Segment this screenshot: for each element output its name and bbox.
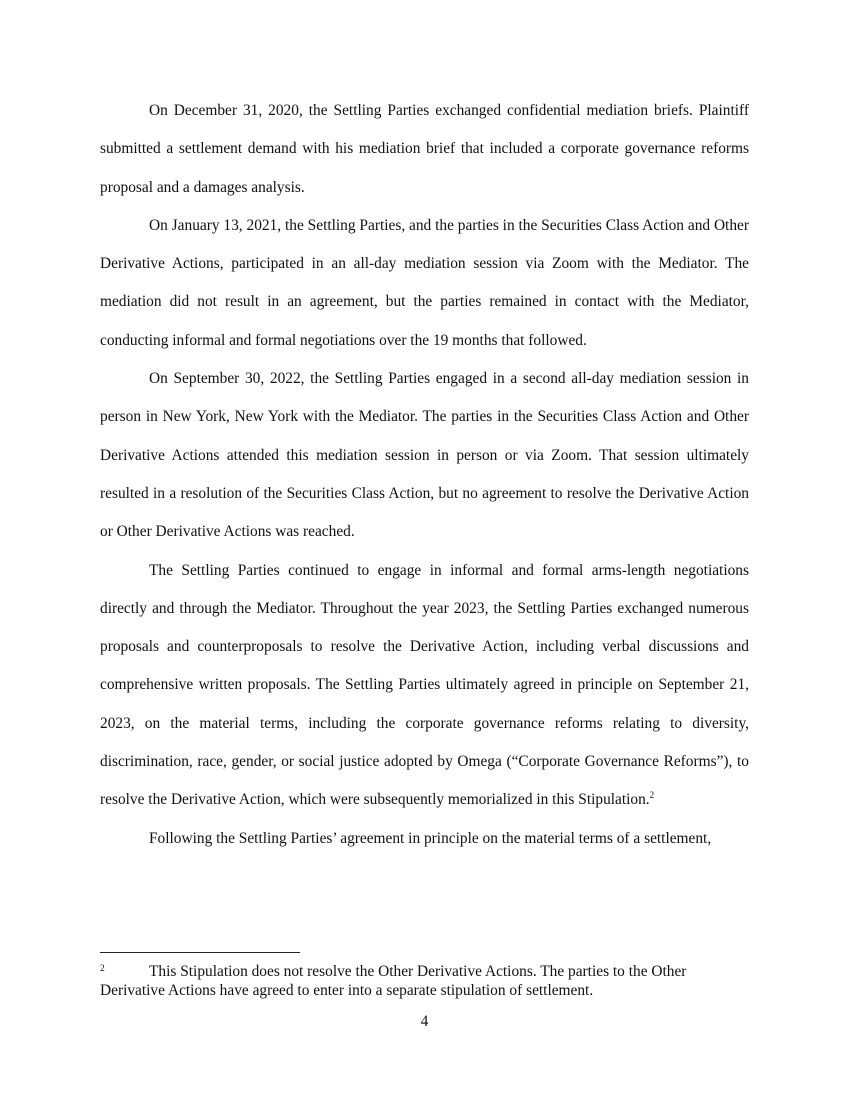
paragraph-5: Following the Settling Parties’ agreement in principle on the material terms of a settlement,	[149, 829, 712, 847]
paragraph-4	[100, 552, 749, 820]
footnote-reference[interactable]: 2	[649, 790, 655, 801]
paragraph-3: On September 30, 2022, the Settling Parties engaged in a second all-day mediation session in person in New York, New York with the Mediator. The parties in the Securities Class Action and Other Derivative Actions attended this mediation session in person or via Zoom. That session ultimately resulted in a resolution of the Securities Class Action, but no agreement to resolve the Derivative Action or Other Derivative Actions was reached.	[100, 370, 749, 541]
paragraph-2: On January 13, 2021, the Settling Parties, and the parties in the Securities Class Action and Other Derivative Actions, participated in an all-day mediation session via Zoom with the Mediator. The mediation did not result in an agreement, but the parties remained in contact with the Mediator, conducting informal and formal negotiations over the 19 months that followed.	[100, 216, 749, 349]
page-number: 4	[420, 1013, 429, 1030]
footnote-divider	[100, 952, 300, 953]
footnote-text: This Stipulation does not resolve the Other Derivative Actions. The parties to the Other Derivative Actions have agreed to enter into a separate stipulation of settlement.	[100, 963, 687, 999]
footnote: 2 This Stipulation does not resolve the Other Derivative Actions. The parties to the Other Derivative Actions have agreed to enter into a separate stipulation of settlement.	[100, 963, 687, 999]
paragraph-4-text: The Settling Parties continued to engage in informal and formal arms-length negotiations directly and through the Mediator. Throughout the year 2023, the Settling Parties exchanged numerous proposals and counterproposals to resolve the Derivative Action, including verbal discussions and comprehensive written proposals. The Settling Parties ultimately agreed in principle on September 21, 2023, on the material terms, including the corporate governance reforms relating to diversity, discrimination, race, gender, or social justice adopted by Omega (“Corporate Governance Reforms”), to resolve the Derivative Action, which were subsequently memorialized in this Stipulation.	[100, 561, 749, 809]
body-text	[100, 92, 749, 858]
paragraph-1: On December 31, 2020, the Settling Parties exchanged confidential mediation briefs. Plaintiff submitted a settlement demand with his mediation brief that included a corporate governance reforms proposal and a damages analysis.	[100, 102, 749, 196]
